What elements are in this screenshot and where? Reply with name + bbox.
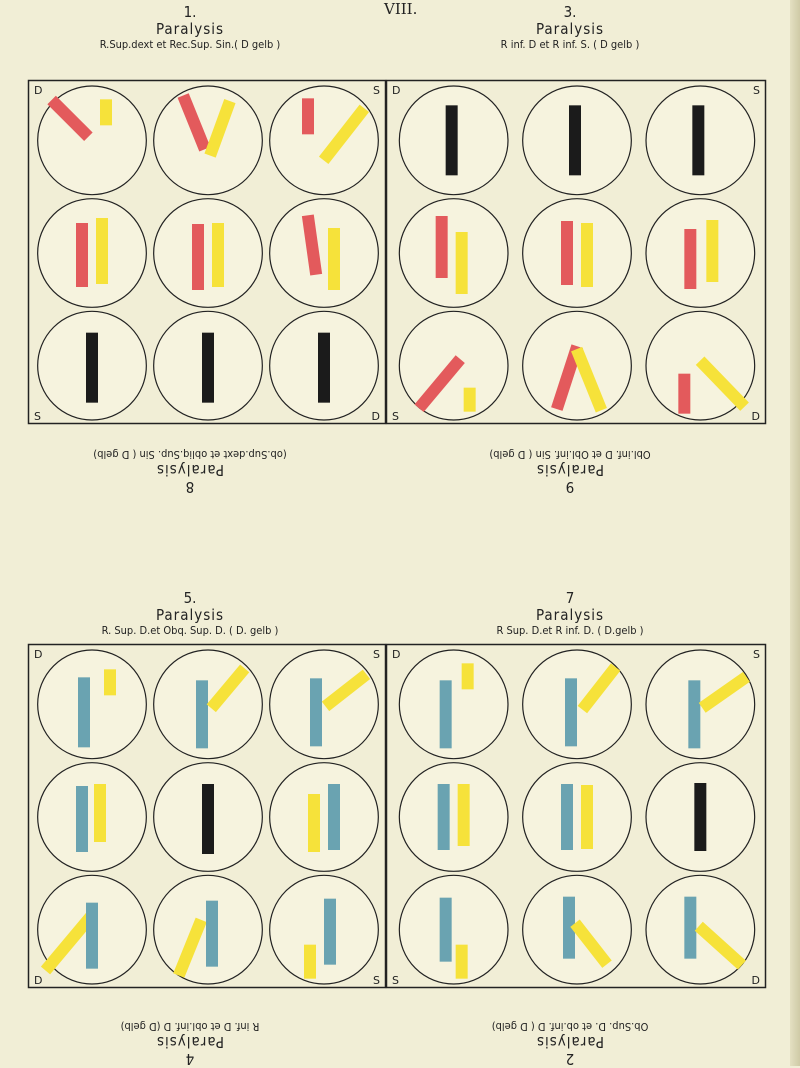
red-image-bar: [684, 229, 696, 289]
corner-label-top-right: S: [373, 84, 380, 97]
corner-label-bottom-left: S: [392, 974, 399, 987]
blue-image-bar: [561, 784, 573, 850]
field-outline: [646, 199, 755, 308]
caption-title: Paralysis: [535, 1033, 605, 1052]
flipped-caption-panel-3: [410, 448, 730, 495]
visual-field-circle: [154, 650, 263, 759]
black-image-bar: [692, 105, 704, 175]
caption-title: Paralysis: [535, 19, 605, 38]
caption-subtitle: Ob.Sup. D. et ob.inf. D ( D gelb): [491, 1020, 649, 1034]
field-outline: [399, 650, 508, 759]
corner-label-top-left: D: [34, 84, 43, 97]
diagram-panel-3: [386, 80, 766, 424]
visual-field-circle: [646, 875, 755, 984]
field-outline: [270, 199, 379, 308]
yellow-image-bar: [464, 388, 476, 412]
blue-image-bar: [324, 899, 336, 965]
black-image-bar: [202, 784, 214, 854]
field-outline: [399, 763, 508, 872]
visual-field-circle: [523, 86, 632, 195]
red-image-bar: [192, 224, 204, 290]
visual-field-circle: [38, 86, 147, 195]
yellow-image-bar: [456, 945, 468, 979]
field-outline: [399, 875, 508, 984]
yellow-image-bar: [458, 784, 470, 846]
field-outline: [154, 86, 263, 195]
visual-field-circle: [399, 311, 508, 420]
field-outline: [399, 199, 508, 308]
caption-number: 5.: [183, 589, 197, 607]
yellow-image-bar: [706, 220, 718, 282]
caption-number: 1.: [183, 3, 197, 21]
plate-title: VIII.: [384, 0, 418, 18]
circle-grid: [38, 650, 379, 984]
blue-image-bar: [78, 677, 90, 747]
corner-label-bottom-right: D: [751, 974, 760, 987]
red-image-bar: [302, 98, 314, 134]
yellow-image-bar: [100, 99, 112, 125]
visual-field-circle: [154, 763, 263, 872]
corner-label-bottom-left: S: [34, 410, 41, 423]
visual-field-circle: [154, 311, 263, 420]
red-image-bar: [436, 216, 448, 278]
field-outline: [38, 650, 147, 759]
caption-number: 2: [565, 1050, 575, 1068]
yellow-image-bar: [304, 945, 316, 979]
caption-subtitle: R.Sup.dext et Rec.Sup. Sin.( D gelb ): [99, 38, 281, 51]
black-image-bar: [446, 105, 458, 175]
caption-number: 7: [565, 589, 575, 607]
corner-label-bottom-left: S: [392, 410, 399, 423]
blue-image-bar: [440, 898, 452, 962]
caption-number: 3.: [563, 3, 577, 21]
visual-field-circle: [523, 199, 632, 308]
diagram-panel-1: [28, 80, 386, 424]
red-image-bar: [76, 223, 88, 287]
corner-label-top-left: D: [392, 648, 401, 661]
caption-subtitle: R inf. D et R inf. S. ( D gelb ): [500, 38, 640, 51]
circle-grid: [399, 86, 754, 420]
field-outline: [523, 763, 632, 872]
visual-field-circle: [646, 650, 755, 759]
visual-field-circle: [154, 86, 263, 195]
corner-label-bottom-left: D: [34, 974, 43, 987]
caption-title: Paralysis: [155, 461, 225, 480]
visual-field-circle: [270, 650, 379, 759]
page-edge: [790, 0, 800, 1066]
yellow-image-bar: [462, 663, 474, 689]
field-outline: [523, 199, 632, 308]
blue-image-bar: [206, 901, 218, 967]
blue-image-bar: [196, 680, 208, 748]
visual-field-circle: [399, 763, 508, 872]
visual-field-circle: [38, 650, 147, 759]
visual-field-circle: [523, 311, 632, 420]
corner-label-bottom-right: D: [751, 410, 760, 423]
blue-image-bar: [684, 897, 696, 959]
caption-panel-5: [30, 590, 350, 637]
black-image-bar: [694, 783, 706, 851]
visual-field-circle: [399, 875, 508, 984]
red-image-bar: [561, 221, 573, 285]
visual-field-circle: [270, 763, 379, 872]
caption-subtitle: (ob.Sup.dext et obliq.Sup. Sin ( D gelb): [93, 448, 287, 462]
visual-field-circle: [270, 311, 379, 420]
blue-image-bar: [310, 678, 322, 746]
field-outline: [154, 199, 263, 308]
blue-image-bar: [438, 784, 450, 850]
visual-field-circle: [270, 875, 379, 984]
caption-subtitle: Obl.inf. D et Obl.inf. Sin ( D gelb): [489, 448, 651, 462]
visual-field-circle: [38, 763, 147, 872]
visual-field-circle: [523, 650, 632, 759]
blue-image-bar: [688, 680, 700, 748]
caption-number: 9: [565, 478, 575, 497]
circle-grid: [38, 86, 379, 420]
caption-title: Paralysis: [535, 461, 605, 480]
black-image-bar: [569, 105, 581, 175]
field-outline: [38, 199, 147, 308]
corner-label-top-right: S: [753, 648, 760, 661]
yellow-image-bar: [581, 785, 593, 849]
yellow-image-bar: [581, 223, 593, 287]
yellow-image-bar: [94, 784, 106, 842]
caption-panel-7: [410, 590, 730, 637]
blue-image-bar: [76, 786, 88, 852]
blue-image-bar: [440, 680, 452, 748]
corner-label-top-left: D: [34, 648, 43, 661]
caption-subtitle: R. Sup. D.et Obq. Sup. D. ( D. gelb ): [101, 624, 279, 637]
visual-field-circle: [399, 86, 508, 195]
visual-field-circle: [646, 86, 755, 195]
flipped-caption-panel-7: [410, 1020, 730, 1067]
visual-field-circle: [154, 875, 263, 984]
caption-panel-3: [410, 4, 730, 51]
visual-field-circle: [270, 86, 379, 195]
corner-label-bottom-right: D: [371, 410, 380, 423]
blue-image-bar: [86, 903, 98, 969]
yellow-image-bar: [104, 669, 116, 695]
caption-title: Paralysis: [155, 19, 225, 38]
yellow-image-bar: [308, 794, 320, 852]
diagram-panel-5: [28, 644, 386, 988]
visual-field-circle: [154, 199, 263, 308]
black-image-bar: [86, 333, 98, 403]
visual-field-circle: [38, 875, 147, 984]
visual-field-circle: [523, 875, 632, 984]
diagram-panel-7: [386, 644, 766, 988]
flipped-caption-panel-1: [30, 448, 350, 495]
caption-title: Paralysis: [535, 605, 605, 624]
yellow-image-bar: [212, 223, 224, 287]
corner-label-top-right: S: [373, 648, 380, 661]
blue-image-bar: [565, 678, 577, 746]
visual-field-circle: [399, 199, 508, 308]
visual-field-circle: [646, 199, 755, 308]
corner-label-bottom-right: S: [373, 974, 380, 987]
visual-field-circle: [646, 763, 755, 872]
caption-title: Paralysis: [155, 605, 225, 624]
black-image-bar: [318, 333, 330, 403]
caption-title: Paralysis: [155, 1033, 225, 1052]
black-image-bar: [202, 333, 214, 403]
caption-panel-1: [30, 4, 350, 51]
corner-label-top-left: D: [392, 84, 401, 97]
blue-image-bar: [328, 784, 340, 850]
visual-field-circle: [399, 650, 508, 759]
caption-number: 8: [185, 478, 195, 497]
field-outline: [270, 763, 379, 872]
visual-field-circle: [523, 763, 632, 872]
red-image-bar: [678, 374, 690, 414]
visual-field-circle: [38, 199, 147, 308]
visual-field-circle: [270, 199, 379, 308]
caption-subtitle: R inf. D et obl.inf. D (D gelb): [120, 1020, 260, 1034]
caption-number: 4: [185, 1050, 195, 1068]
yellow-image-bar: [328, 228, 340, 290]
circle-grid: [399, 650, 754, 984]
corner-label-top-right: S: [753, 84, 760, 97]
yellow-image-bar: [96, 218, 108, 284]
field-outline: [270, 86, 379, 195]
visual-field-circle: [38, 311, 147, 420]
field-outline: [38, 763, 147, 872]
caption-subtitle: R Sup. D.et R inf. D. ( D.gelb ): [496, 624, 644, 637]
visual-field-circle: [646, 311, 755, 420]
yellow-image-bar: [456, 232, 468, 294]
flipped-caption-panel-5: [30, 1020, 350, 1067]
